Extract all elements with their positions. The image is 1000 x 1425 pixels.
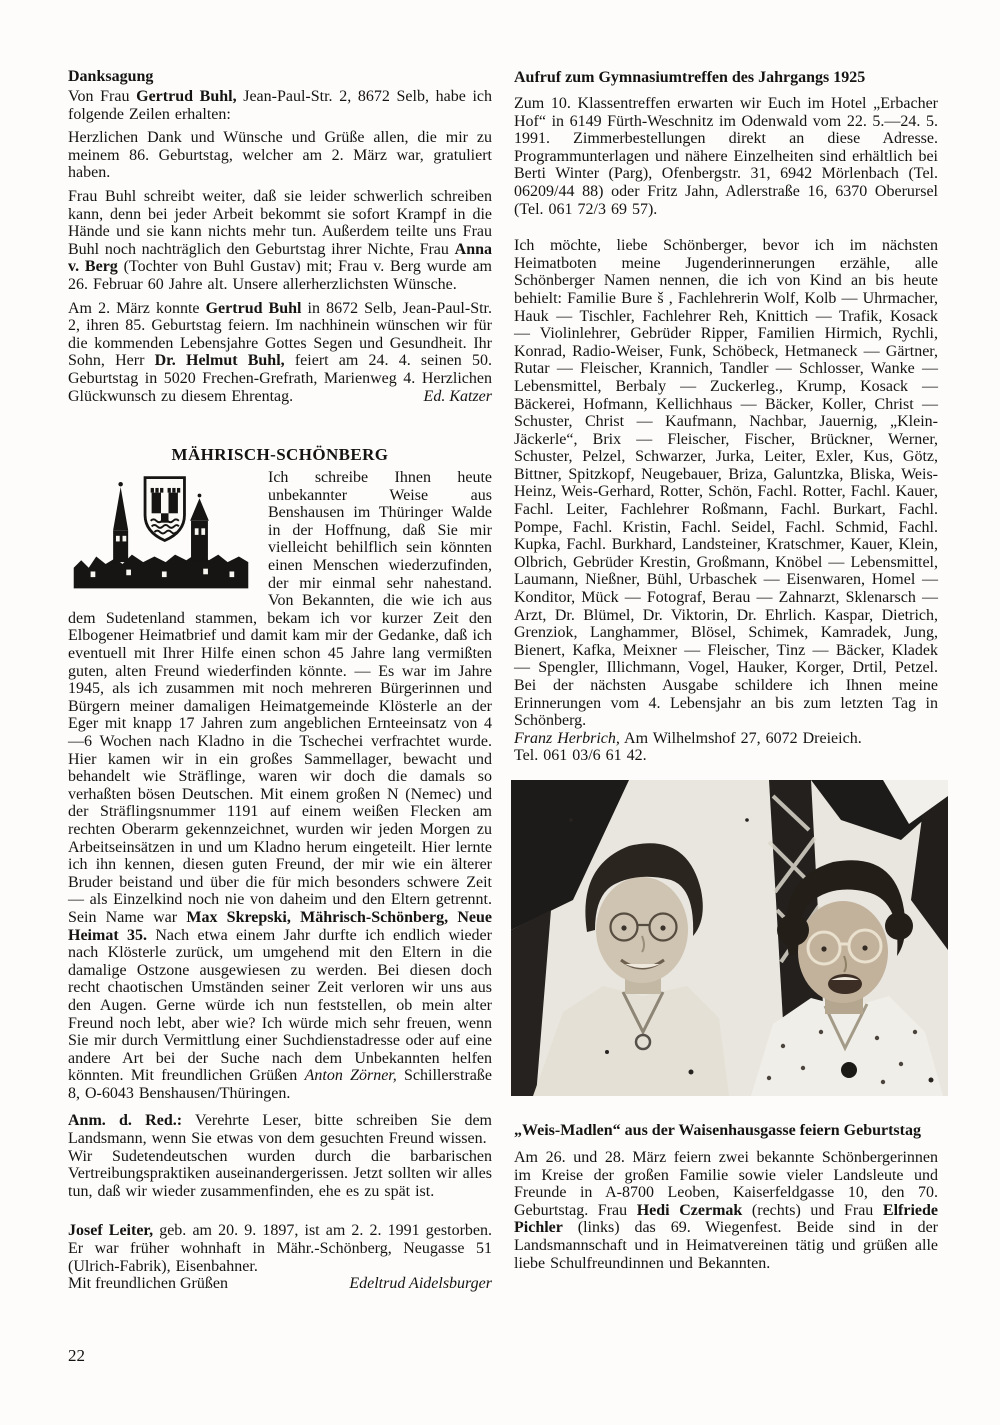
page-number: 22 — [68, 1346, 85, 1365]
schoenberg-section-body — [68, 469, 492, 1102]
danksagung-weiter-paragraph: Frau Buhl schreibt weiter, daß sie leider schwerlich schreiben kann, denn bei jeder Arbeit bekommt sie sofort Krampf in die Hände und sie kann nichts mehr tun. Außerdem teilte uns Frau Buhl noch nachträglich den Geburtstag ihrer Nichte, Frau Anna v. Berg (Tochter von Buhl Gustav) mit; Frau v. Berg wurde am 26. Februar 60 Jahre alt. Unsere allerherzlichsten Wünsche. — [68, 187, 492, 293]
josef-leiter-paragraph: Josef Leiter, geb. am 20. 9. 1897, ist am 2. 2. 1991 gestorben. Er war früher wohnhaft in Mähr.-Schönberg, Neugasse 51 (Ulrich-Fabrik), Eisenbahner. — [68, 1222, 493, 1275]
josef-leiter-obituary-block — [68, 1222, 492, 1292]
left-column — [68, 68, 492, 1293]
schoenberger-namen-paragraph: Ich möchte, liebe Schönberger, bevor ich im nächsten Heimatboten meine Jugenderinnerungen erzähle, alle Schönberger Namen nennen, die ich von Kind an bis heute behielt: Familie Bure š , Fachlehrerin Wolf, Kolb — Uhrmacher, Hauk — Tischler, Fachlehrer Reh, Knittich — Trafik, Kosack — Violinlehrer, Gebrüder Ripper, Familien Hirmich, Rychli, Konrad, Radio-Weiser, Funk, Schöbeck, Hetmaneck — Gärtner, Rutar — Fleischer, Krannich, Tandler — Schlosser, Wanke — Lebensmittel, Berbaly — Zuckerleg., Krump, Kosack — Bäckerei, Hofmann, Kellichhaus — Bäcker, Koller, Christ — Schuster, Christ — Kaufmann, Nachbar, Jauernig, „Klein-Jäckerle“, Brix — Fleischer, Fischer, Brückner, Werner, Schuster, Pelzel, Schwarzer, Jurka, Leiter, Exler, Kus, Götz, Bittner, Spitzkopf, Neugebauer, Briza, Galuntzka, Bliska, Weis-Heinz, Weis-Gerhard, Rotter, Schön, Fachl. Rotter, Fachl. Kauer, Fachl. Leiter, Fachlehrer Roßmann, Fachl. Burkart, Fachl. Pompe, Fachl. Kristin, Fachl. Seidel, Fachl. Schmid, Fachl. Kupka, Fachl. Burkhard, Landsteiner, Kratschmer, Kauer, Klein, Olbrich, Gebrüder Krestin, Großmann, Knöbel — Lebensmittel, Laumann, Nießner, Bühl, Urbaschek — Eisenwaren, Homel — Konditor, Mück — Fotograf, Berau — Zahnarzt, Sklenarsch — Arzt, Dr. Blümel, Dr. Viktorin, Dr. Ehrlich. Kaspar, Dietrich, Grenziok, Langhammer, Blösel, Schimek, Kamradek, Jung, Bienert, Kafka, Meixner — Fleischer, Tinz — Bäcker, Kladek — Spengler, Illichmann, Vogel, Hauker, Korger, Drtil, Petzel. Bei der nächsten Ausgabe schildere ich Ihnen meine Erinnerungen vom 4. Lebensjahr an bis zum letzten Tag in Schönberg. — [514, 237, 938, 730]
town-skyline-with-coat-of-arms-illustration — [68, 472, 254, 594]
gymnasium-paragraph: Zum 10. Klassentreffen erwarten wir Euch im Hotel „Erbacher Hof“ in 6149 Fürth-Weschnitz im Odenwald vom 22. 5.—24. 5. 1991. Zimmerbestellungen direkt an diese Adresse. Programmunterlagen und nähere Einzelheiten sind erhältlich bei Berti Winter (Parg), Ofenbergstr. 31, 6942 Mörlenbach (Tel. 06209/44 88) oder Fritz Jahn, Adlerstraße 16, 6370 Oberursel (Tel. 061 72/3 69 57). — [514, 95, 938, 218]
danksagung-thanks-paragraph: Herzlichen Dank und Wünsche und Grüße allen, die mir zu meinem 86. Geburtstag, welcher am 2. März war, gratuliert haben. — [68, 129, 492, 182]
danksagung-intro-paragraph: Von Frau Gertrud Buhl, Jean-Paul-Str. 2, 8672 Selb, habe ich folgende Zeilen erhalten: — [68, 88, 493, 123]
photo-caption: „Weis-Madlen“ aus der Waisenhausgasse feiern Geburtstag — [514, 1121, 921, 1139]
editor-note-paragraph-2: Wir Sudetendeutschen wurden durch die barbarischen Vertreibungspraktiken auseinandergerissen. Jetzt sollten wir alles tun, daß wir wieder zusammenfinden, ehe es zu spät ist. — [68, 1147, 492, 1200]
schoenberg-body-paragraph: Ich schreibe Ihnen heute unbekannter Weise aus Benshausen im Thüringer Walde in der Hoffnung, daß Sie mir vielleicht behilflich sein könnten einen Menschen wiederzufinden, der mir einmal sehr nahestand. Von Bekannten, die wie ich aus dem Sudetenland stammen, bekam ich vor kurzer Zeit den Elbogener Heimatbrief und damit kam mir der Gedanke, daß ich eventuell mit Ihrer Hilfe einen schon 45 Jahre lang vermißten guten, alten Freund wiederfinden könnte. — Es war im Jahre 1945, als ich zusammen mit noch mehreren Bürgerinnen und Bürgern meiner damaligen Heimatgemeinde Klösterle an der Eger mit knapp 17 Jahren zum angeblichen Ernteeinsatz von 4—6 Wochen nach Kladno in die Tschechei verfrachtet wurde. Hier kamen wir in ein großes Sammellager, bewacht und behandelt wie Sträflinge, waren wir doch die damals so verhaßten bösen Deutschen. Mit einem großen N (Nemec) und der Sträflingsnummer 1191 auf einem weißen Flecken am rechten Oberarm gekennzeichnet, wurden wir jeden Morgen zu Arbeitseinsätzen in und um Kladno herum eingeteilt. Hier lernte ich ihn kennen, diesen guten Freund, der mir wie ein älterer Bruder beistand und über die für mich besonders schwere Zeit — als Einzelkind noch nie von daheim und den Eltern getrennt. Sein Name war Max Skrepski, Mährisch-Schönberg, Neue Heimat 35. Nach etwa einem Jahr durfte ich endlich wieder nach Klösterle zurück, um umgehend mit den Eltern in die damalige Ostzone ausgewiesen zu werden. Bei diesen doch recht chaotischen Umständen seiner Zeit verloren wir uns aus den Augen. Gerne würde ich nun feststellen, ob mein alter Freund noch lebt, aber wie? Ich würde mich sehr freuen, wenn Sie mir durch Vermittlung einer Suchdienstadresse oder auf eine andere Art bei der Suche nach dem Unbekannten helfen könnten. Mit freundlichen Grüßen Anton Zörner, Schillerstraße 8, O-6043 Benshausen/Thüringen. — [68, 469, 493, 1102]
katzer-signature: Ed. Katzer — [423, 387, 492, 405]
danksagung-maerz-paragraph: Am 2. März konnte Gertrud Buhl in 8672 Selb, Jean-Paul-Str. 2, ihren 85. Geburtstag feiern. Im nachhinein wünschen wir für die kommenden Lebensjahre Gottes Segen und Gesundheit. Ihr Sohn, Herr Dr. Helmut Buhl, feiert am 24. 4. seinen 50. Geburtstag in 5020 Frechen-Grefrath, Marienweg 4. Herzlichen Glückwunsch zu diesem Ehrentag. — [68, 299, 492, 405]
geburtstag-paragraph: Am 26. und 28. März feiern zwei bekannte Schönbergerinnen im Kreise der großen Familie sowie vieler Landsleute und Freunde in A-8700 Leoben, Kaiserfeldgasse 10, den 70. Geburtstag. Frau Hedi Czermak (rechts) und Frau Elfriede Pichler (links) das 69. Wiegenfest. Beide sind in der Landsmannschaft und in Heimatvereinen tätig und grüßen alle liebe Schulfreundinnen und Bekannten. — [514, 1148, 938, 1272]
danksagung-heading: Danksagung — [68, 68, 154, 85]
gymnasium-heading: Aufruf zum Gymnasiumtreffen des Jahrgangs 1925 — [514, 69, 866, 86]
herbrich-signature-line: Franz Herbrich, Am Wilhelmshof 27, 6072 Dreieich. — [514, 729, 862, 747]
editor-note-block — [68, 1112, 492, 1200]
editor-note-paragraph-1: Anm. d. Red.: Verehrte Leser, bitte schreiben Sie dem Landsmann, wenn Sie etwas von dem gesuchten Freund wissen. — [68, 1112, 492, 1148]
photo-svg — [511, 780, 948, 1096]
two-smiling-women-photo — [511, 780, 948, 1096]
right-column — [514, 68, 938, 1293]
schoenberg-section-heading: MÄHRISCH-SCHÖNBERG — [171, 445, 389, 465]
herbrich-telephone-line: Tel. 061 03/6 61 42. — [514, 747, 647, 765]
closing-greeting: Mit freundlichen Grüßen — [68, 1275, 228, 1293]
closing-line — [68, 1275, 492, 1293]
town-illustration-svg — [68, 472, 254, 594]
aidelsburger-signature: Edeltrud Aidelsburger — [349, 1275, 492, 1293]
